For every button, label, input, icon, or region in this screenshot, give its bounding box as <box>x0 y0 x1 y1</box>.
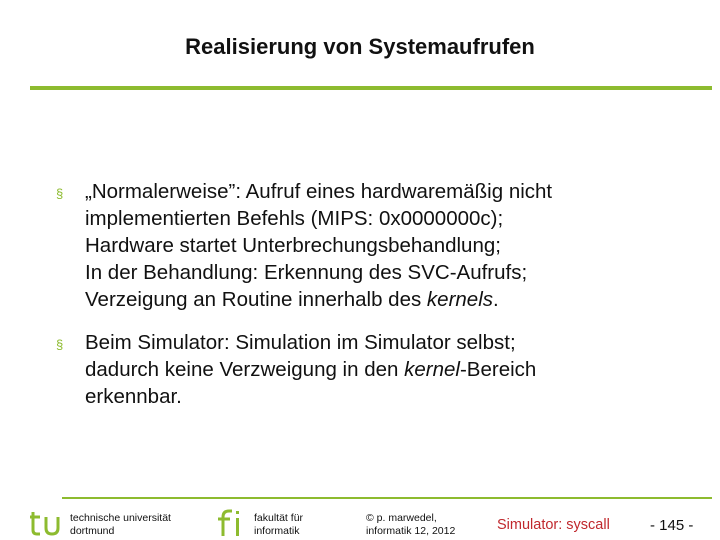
bullet-line: erkennbar. <box>85 385 182 408</box>
copyright-line: informatik 12, 2012 <box>366 525 456 537</box>
bullet-square-icon: § <box>56 337 64 352</box>
bullet-line: implementierten Befehls (MIPS: 0x0000000c); <box>85 207 504 230</box>
bullet-line <box>85 286 696 313</box>
footer-divider <box>62 497 712 499</box>
fi-logo-mark <box>216 507 246 537</box>
text-run: Verzeigung an Routine innerhalb des <box>85 288 427 311</box>
text-run: dadurch keine Verzweigung in den <box>85 358 405 381</box>
bullet-line: In der Behandlung: Erkennung des SVC-Aufrufs; <box>85 261 528 284</box>
bullet-line: Beim Simulator: Simulation im Simulator selbst; <box>85 331 516 354</box>
copyright-line: © p. marwedel, <box>366 512 437 524</box>
university-line: technische universität <box>70 512 171 524</box>
slide-content <box>56 178 696 410</box>
bullet-line <box>85 356 696 383</box>
bullet-item <box>56 329 696 410</box>
italic-term: kernels <box>426 288 494 311</box>
title-divider <box>30 86 712 90</box>
university-line: dortmund <box>70 525 115 537</box>
bullet-square-icon: § <box>56 186 64 201</box>
italic-term: kernel <box>404 358 460 381</box>
faculty-name <box>254 512 303 538</box>
university-name <box>70 512 171 538</box>
bullet-line: „Normalerweise”: Aufruf eines hardwaremäßig nicht <box>85 180 553 203</box>
course-label: Simulator: syscall <box>497 517 610 533</box>
fi-logo <box>216 507 246 537</box>
text-run: -Bereich <box>459 358 537 381</box>
bullet-item <box>56 178 696 313</box>
tu-logo-mark <box>30 508 64 536</box>
bullet-line: Hardware startet Unterbrechungsbehandlung; <box>85 234 501 257</box>
faculty-line: fakultät für <box>254 512 304 524</box>
page-number: - 145 - <box>650 517 694 534</box>
copyright-notice <box>366 512 455 538</box>
slide-title: Realisierung von Systemaufrufen <box>185 34 535 59</box>
tu-logo <box>30 508 64 536</box>
text-run: . <box>493 288 499 311</box>
faculty-line: informatik <box>254 525 300 537</box>
